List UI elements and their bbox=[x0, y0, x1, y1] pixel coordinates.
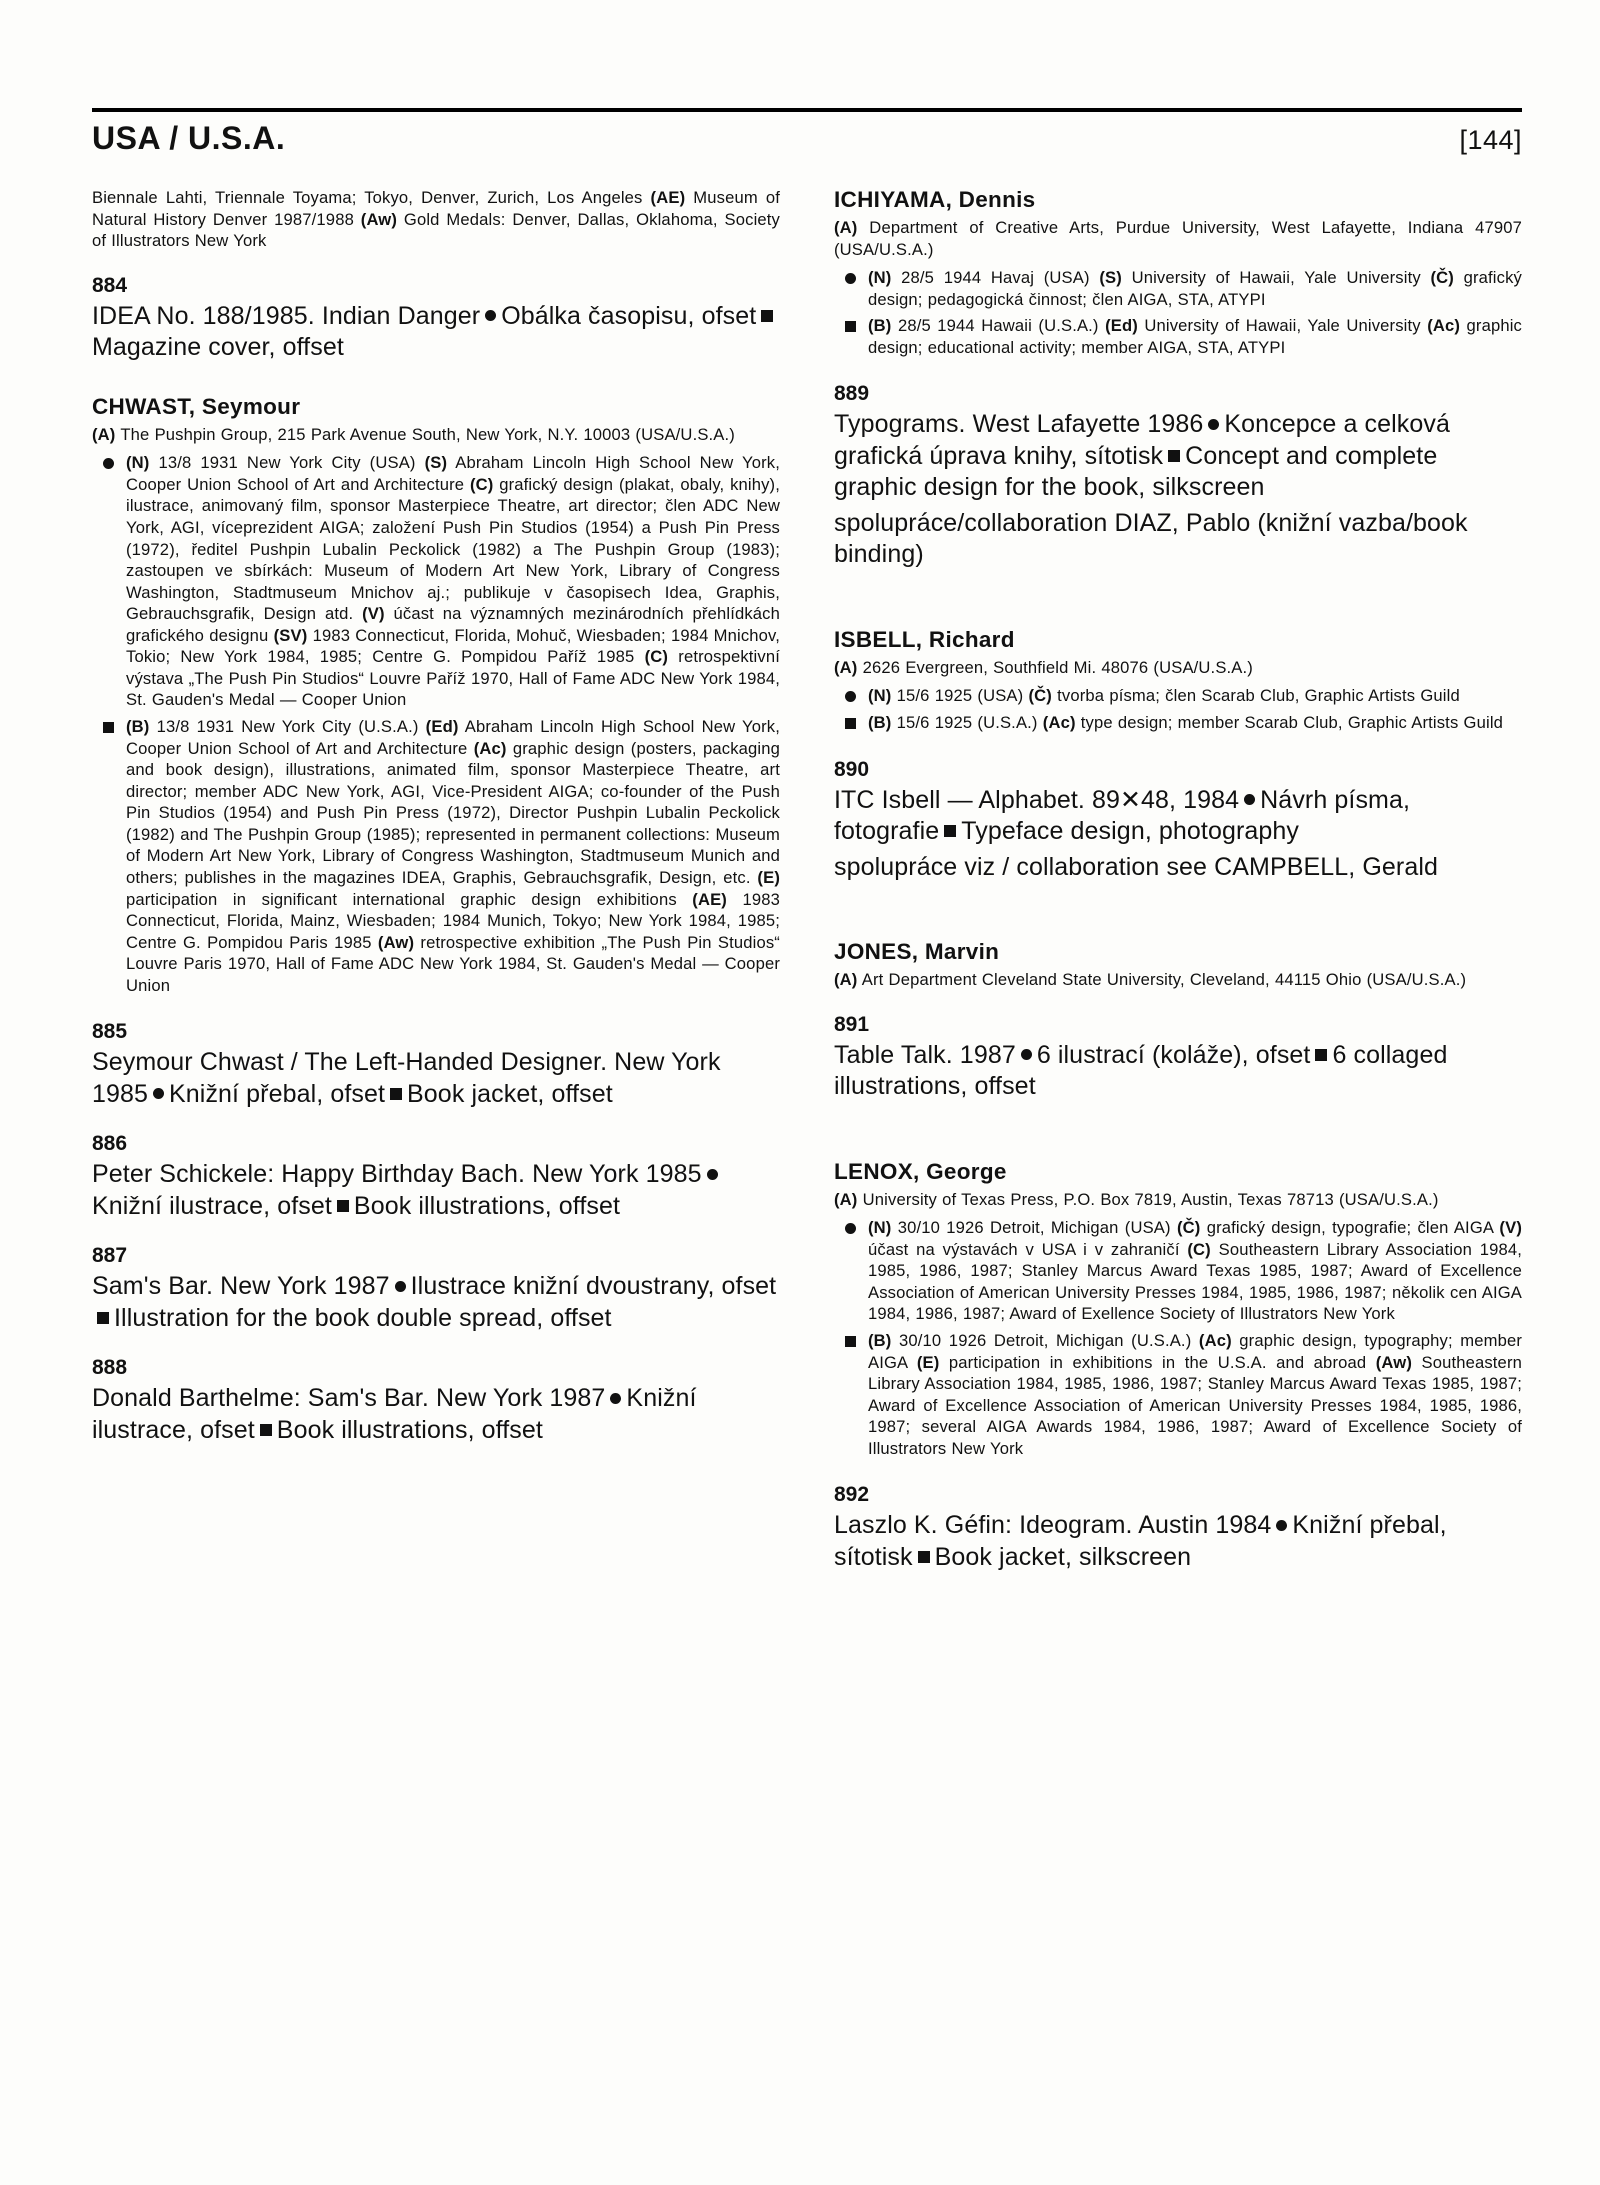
entry-888-body bbox=[92, 1383, 780, 1446]
dot-marker-icon bbox=[1276, 1520, 1287, 1531]
entry-888-title: Donald Barthelme: Sam's Bar. New York 1987 bbox=[92, 1384, 606, 1413]
entry-889-body bbox=[834, 409, 1522, 504]
jones-address: (A) Art Department Cleveland State University, Cleveland, 44115 Ohio (USA/U.S.A.) bbox=[834, 970, 1467, 990]
ichiyama-address: (A) Department of Creative Arts, Purdue University, West Lafayette, Indiana 47907 (USA/U.S.A.) bbox=[834, 218, 1522, 259]
square-marker-icon bbox=[834, 315, 868, 336]
entry-884-title: IDEA No. 188/1985. Indian Danger bbox=[92, 301, 481, 330]
entry-885-title: Seymour Chwast / The Left-Handed Designer. New York 1985 bbox=[92, 1048, 721, 1108]
entry-886-cz: Knižní ilustrace, ofset bbox=[92, 1191, 332, 1220]
entry-888-en: Book illustrations, offset bbox=[276, 1415, 543, 1444]
dot-marker-icon bbox=[485, 310, 496, 321]
lenox-bio-block bbox=[834, 1217, 1522, 1461]
person-heading-lenox: LENOX, George bbox=[834, 1158, 1007, 1184]
ichiyama-bio-block bbox=[834, 267, 1522, 360]
entry-892-cz: Knižní přebal, sítotisk bbox=[834, 1511, 1447, 1571]
entry-885-body bbox=[92, 1047, 780, 1110]
dot-marker-icon bbox=[834, 267, 868, 288]
person-heading-ichiyama: ICHIYAMA, Dennis bbox=[834, 187, 1036, 212]
entry-884-body bbox=[92, 301, 780, 364]
chwast-bio-cz-block bbox=[92, 452, 780, 998]
entry-number-892: 892 bbox=[834, 1483, 870, 1507]
square-marker-icon bbox=[97, 1312, 109, 1324]
isbell-bio-en: (B) 15/6 1925 (U.S.A.) (Ac) type design; member Scarab Club, Graphic Artists Guild bbox=[868, 713, 1504, 732]
entry-890-cz: Návrh písma, fotografie bbox=[834, 785, 1411, 846]
top-rule bbox=[92, 108, 1522, 112]
ichiyama-bio-cz: (N) 28/5 1944 Havaj (USA) (S) University of Hawaii, Yale University (Č) grafický design; pedagogická činnost; člen AIGA, STA, ATYPI bbox=[868, 268, 1522, 309]
left-column bbox=[92, 187, 780, 1577]
square-marker-icon bbox=[92, 716, 126, 737]
dot-marker-icon bbox=[1021, 1049, 1032, 1060]
isbell-bio-cz: (N) 15/6 1925 (USA) (Č) tvorba písma; člen Scarab Club, Graphic Artists Guild bbox=[868, 686, 1460, 706]
page-content bbox=[92, 108, 1522, 1577]
lenox-address: (A) University of Texas Press, P.O. Box 7819, Austin, Texas 78713 (USA/U.S.A.) bbox=[834, 1189, 1439, 1209]
entry-889-title: Typograms. West Lafayette 1986 bbox=[834, 410, 1204, 439]
intro-paragraph: Biennale Lahti, Triennale Toyama; Tokyo, Denver, Zurich, Los Angeles (AE) Museum of Natural History Denver 1987/1988 (Aw) Gold Medals: Denver, Dallas, Oklahoma, Society of Illustrators New York bbox=[92, 188, 780, 251]
entry-891-title: Table Talk. 1987 bbox=[834, 1040, 1016, 1069]
square-marker-icon bbox=[944, 825, 956, 837]
entry-number-884: 884 bbox=[92, 273, 128, 297]
dot-marker-icon bbox=[92, 452, 126, 473]
entry-886-en: Book illustrations, offset bbox=[353, 1191, 621, 1220]
entry-number-886: 886 bbox=[92, 1132, 128, 1156]
entry-892-en: Book jacket, silkscreen bbox=[934, 1542, 1192, 1571]
entry-884-en: Magazine cover, offset bbox=[92, 333, 344, 362]
entry-891-cz: 6 ilustrací (koláže), ofset bbox=[1036, 1040, 1311, 1069]
square-marker-icon bbox=[1168, 450, 1180, 462]
square-marker-icon bbox=[918, 1551, 930, 1563]
entry-890-en: Typeface design, photography bbox=[961, 817, 1300, 846]
dot-marker-icon bbox=[834, 685, 868, 706]
entry-892-title: Laszlo K. Géfin: Ideogram. Austin 1984 bbox=[834, 1511, 1272, 1540]
dot-marker-icon bbox=[1208, 419, 1219, 430]
person-heading-isbell: ISBELL, Richard bbox=[834, 626, 1015, 652]
page-title: USA / U.S.A. bbox=[92, 120, 286, 156]
page-number: [144] bbox=[1459, 125, 1522, 155]
entry-891-en: 6 collaged illustrations, offset bbox=[834, 1040, 1448, 1101]
entry-886-body bbox=[92, 1159, 780, 1222]
square-marker-icon bbox=[834, 1330, 868, 1351]
entry-number-887: 887 bbox=[92, 1244, 128, 1268]
square-marker-icon bbox=[1315, 1049, 1327, 1061]
entry-884-cz: Obálka časopisu, ofset bbox=[501, 301, 757, 330]
entry-890-body bbox=[834, 785, 1522, 848]
entry-891-body bbox=[834, 1040, 1522, 1103]
lenox-bio-en: (B) 30/10 1926 Detroit, Michigan (U.S.A.) (Ac) graphic design, typography; member AIGA (E) participation in exhibitions in the U.S.A. and abroad (Aw) Southeastern Library Association 1984, 1985, 1986, 1987; Stanley Marcus Award Texas 1985, 1987; Award of Excellence Association of American University Presses 1984, 1985, 1986, 1987; several AIGA Awards 1984, 1986, 1987; Award of Excellence Society of Illustrators New York bbox=[868, 1331, 1523, 1458]
entry-number-889: 889 bbox=[834, 382, 870, 406]
person-heading-jones: JONES, Marvin bbox=[834, 939, 1000, 965]
chwast-bio-cz: (N) 13/8 1931 New York City (USA) (S) Abraham Lincoln High School New York, Cooper Union School of Art and Architecture (C) grafický design (plakat, obaly, knihy), ilustrace, animovaný film, sponsor Masterpiece Theatre, art director; člen ADC New York, AGI, víceprezident AIGA; založení Push Pin Studios (1954) a Push Pin Press (1972), ředitel Pushpin Lubalin Peckolick (1982) a The Pushpin Group (1983); zastoupen ve sbírkách: Museum of Modern Art New York, Library of Congress Washington, Stadtmuseum Mnichov aj.; publikuje v časopisech Idea, Graphis, Gebrauchsgrafik, Design atd. (V) účast na významných mezinárodních přehlídkách grafického designu (SV) 1983 Connecticut, Florida, Mohuč, Wiesbaden; 1984 Mnichov, Tokio; New York 1984, 1985; Centre G. Pompidou Paříž 1985 (C) retrospektivní výstava „The Push Pin Studios“ Louvre Paříž 1970, Hall of Fame ADC New York 1984, St. Gauden's Medal — Cooper Union bbox=[126, 453, 781, 710]
person-heading-chwast: CHWAST, Seymour bbox=[92, 393, 301, 419]
right-column bbox=[834, 187, 1522, 1577]
dot-marker-icon bbox=[395, 1281, 406, 1292]
entry-number-890: 890 bbox=[834, 757, 870, 781]
chwast-address: (A) The Pushpin Group, 215 Park Avenue South, New York, N.Y. 10003 (USA/U.S.A.) bbox=[92, 424, 735, 444]
isbell-bio-block bbox=[834, 685, 1522, 735]
chwast-bio-en: (B) 13/8 1931 New York City (U.S.A.) (Ed) Abraham Lincoln High School New York, Cooper Union School of Art and Architecture (Ac) graphic design (posters, packaging and book design), illustrations, animated film, sponsor Masterpiece Theatre, art director; member ADC New York, AGI, Vice-President AIGA; co-founder of the Push Pin Studios (1954) and Push Pin Press (1972), Director Pushpin Lubalin Peckolick (1982) and The Pushpin Group (1985); represented in permanent collections: Museum of Modern Art New York, Library of Congress Washington, Stadtmuseum Munich and others; publishes in the magazines IDEA, Graphis, Gebrauchsgrafik, Design, etc. (E) participation in significant international graphic design exhibitions (AE) 1983 Connecticut, Florida, Mainz, Wiesbaden; 1984 Munich, Tokyo; New York 1984, 1985; Centre G. Pompidou Paris 1985 (Aw) retrospective exhibition „The Push Pin Studios“ Louvre Paris 1970, Hall of Fame ADC New York 1984, St. Gauden's Medal — Cooper Union bbox=[126, 717, 781, 995]
entry-number-891: 891 bbox=[834, 1012, 870, 1036]
isbell-address: (A) 2626 Evergreen, Southfield Mi. 48076 (USA/U.S.A.) bbox=[834, 657, 1253, 677]
entry-892-body bbox=[834, 1510, 1522, 1573]
dot-marker-icon bbox=[610, 1393, 621, 1404]
entry-number-888: 888 bbox=[92, 1356, 128, 1380]
entry-887-title: Sam's Bar. New York 1987 bbox=[92, 1272, 390, 1301]
entry-889-collaboration: spolupráce/collaboration DIAZ, Pablo (knižní vazba/book binding) bbox=[834, 508, 1468, 569]
square-marker-icon bbox=[260, 1424, 272, 1436]
page-header bbox=[92, 120, 1522, 157]
entry-890-collaboration: spolupráce viz / collaboration see CAMPBELL, Gerald bbox=[834, 852, 1439, 881]
entry-889-en: Concept and complete graphic design for the book, silkscreen bbox=[834, 441, 1438, 502]
square-marker-icon bbox=[761, 310, 773, 322]
entry-887-en: Illustration for the book double spread, offset bbox=[114, 1303, 612, 1332]
entry-889-cz: Koncepce a celková grafická úprava knihy, sítotisk bbox=[834, 410, 1450, 470]
entry-887-cz: Ilustrace knižní dvoustrany, ofset bbox=[410, 1272, 777, 1301]
lenox-bio-cz: (N) 30/10 1926 Detroit, Michigan (USA) (Č) grafický design, typografie; člen AIGA (V) účast na výstavách v USA i v zahraničí (C) Southeastern Library Association 1984, 1985, 1986, 1987; Stanley Marcus Award Texas 1985, 1987; Award of Excellence Association of American University Presses 1984, 1985, 1986, 1987; několik cen AIGA 1984, 1986, 1987; Award of Exellence Society of Illustrators New York bbox=[868, 1218, 1522, 1324]
entry-885-cz: Knižní přebal, ofset bbox=[169, 1079, 386, 1108]
dot-marker-icon bbox=[1244, 794, 1255, 805]
entry-887-body bbox=[92, 1271, 780, 1334]
entry-885-en: Book jacket, offset bbox=[407, 1079, 613, 1108]
entry-886-title: Peter Schickele: Happy Birthday Bach. New York 1985 bbox=[92, 1160, 702, 1189]
square-marker-icon bbox=[337, 1200, 349, 1212]
entry-number-885: 885 bbox=[92, 1020, 128, 1044]
two-column-layout bbox=[92, 187, 1522, 1577]
ichiyama-bio-en: (B) 28/5 1944 Hawaii (U.S.A.) (Ed) University of Hawaii, Yale University (Ac) graphic design; educational activity; member AIGA, STA, ATYPI bbox=[868, 316, 1522, 357]
square-marker-icon bbox=[390, 1088, 402, 1100]
dot-marker-icon bbox=[707, 1169, 718, 1180]
dot-marker-icon bbox=[834, 1217, 868, 1238]
entry-888-cz: Knižní ilustrace, ofset bbox=[92, 1384, 697, 1444]
dot-marker-icon bbox=[153, 1088, 164, 1099]
entry-890-title: ITC Isbell — Alphabet. 89✕48, 1984 bbox=[834, 785, 1240, 814]
square-marker-icon bbox=[834, 712, 868, 733]
